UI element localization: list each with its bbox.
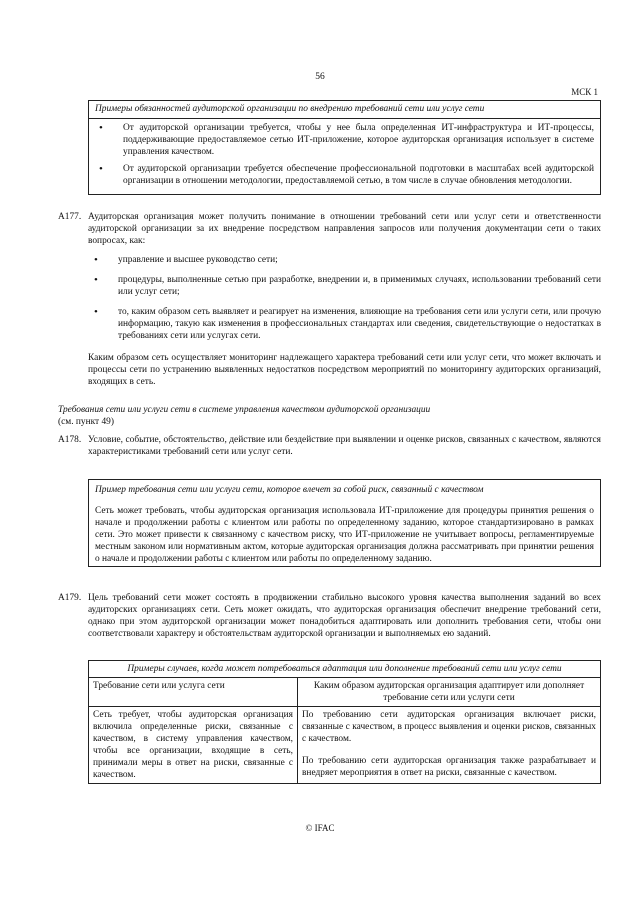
paragraph-number: А177. xyxy=(58,212,82,222)
example-box-body xyxy=(89,119,600,194)
table-title: Примеры случаев, когда может потребоваться адаптация или дополнение требований сети или услуг сети xyxy=(89,661,600,678)
example-box-title: Пример требования сети или услуги сети, которое влечет за собой риск, связанный с качеством xyxy=(95,485,484,495)
table-cell-adaptation xyxy=(298,707,600,783)
paragraph-text: Аудиторская организация может получить понимание в отношении требований сети или услуг сети и ответственности аудиторской организации за их внедрение посредством направления запросов или получения документации сети о таких вопросах, как: xyxy=(88,212,601,246)
list-item: • процедуры, выполненные сетью при разработке, внедрении и, в применимых случаях, использовании требований сети или услуг сети; xyxy=(88,274,601,298)
column-header-adaptation: Каким образом аудиторская организация адаптирует или дополняет требование сети или услуги сети xyxy=(313,681,585,703)
paragraph-a178 xyxy=(58,434,601,458)
adaptation-examples-table xyxy=(88,660,601,784)
example-box-text: Сеть может требовать, чтобы аудиторская организация использовала ИТ-приложение для процедуры принятия решения о начале и продолжении работы с клиентом или работы по определенному заданию, которое стандартизировано в рамках сети. Это может привести к связанному с качеством риску, что ИТ-приложение не учитывает вопросы, регламентируемые местным законом или нормативным актом, которые аудиторская организация должна рассматривать при принятии решения о начале и продолжении работы с клиентом или работы по определенному заданию. xyxy=(95,506,594,564)
paragraph-a177 xyxy=(58,211,601,350)
paragraph-text: Условие, событие, обстоятельство, действие или бездействие при выявлении и оценке рисков, связанных с качеством, являются характеристиками требований сети или услуг сети. xyxy=(88,435,601,457)
table-row xyxy=(89,707,600,783)
paragraph-a179 xyxy=(58,592,601,640)
example-box-list xyxy=(95,122,594,187)
table-header-row xyxy=(89,678,600,707)
list-item: • управление и высшее руководство сети; xyxy=(88,254,601,266)
example-box-network-duties xyxy=(88,100,601,195)
paragraph-number: А178. xyxy=(58,435,82,445)
paragraph-text: Цель требований сети может состоять в продвижении стабильно высокого уровня качества выполнения заданий во всех аудиторских организациях сети. Сеть может ожидать, что аудиторская организация обеспечит внедрение требований сети, однако при этом аудиторской организации может понадобиться адаптировать или дополнить требования сети, чтобы они соответствовали характеру и обстоятельствам аудиторской организации и выполняемых ею заданий. xyxy=(88,593,601,639)
example-box-quality-risk xyxy=(88,479,601,567)
page-number: 56 xyxy=(315,72,325,82)
cell-paragraph: По требованию сети аудиторская организация также разрабатывает и внедряет мероприятия в ответ на риски, связанные с качеством. xyxy=(302,756,596,778)
standard-code: МСК 1 xyxy=(571,87,598,97)
subheading-reference: (см. пункт 49) xyxy=(58,417,114,427)
cell-paragraph: По требованию сети аудиторская организация включает риски, связанные с качеством, в процесс выявления и оценки рисков, связанных с качеством. xyxy=(302,710,596,744)
list-item: • то, каким образом сеть выявляет и реагирует на изменения, влияющие на требования сети или услуги сети, или прочую информацию, такую как изменения в профессиональных стандартах или сведения, свидетельствующие о недостатках в требованиях сети или услугах сети. xyxy=(88,306,601,342)
list-item: • От аудиторской организации требуется обеспечение профессиональной подготовки в масштабах всей аудиторской организации в отношении методологии, предоставляемой сетью, в том числе в случае обновления методологии. xyxy=(95,163,594,187)
footer-copyright: © IFAC xyxy=(305,823,335,833)
subheading-title: Требования сети или услуги сети в системе управления качеством аудиторской организации xyxy=(58,405,431,415)
paragraph-number: А179. xyxy=(58,593,82,603)
table-cell-requirement: Сеть требует, чтобы аудиторская организация включила определенные риски, связанные с качеством, в систему управления качеством, чтобы все организации, входящие в сеть, принимали меры в ответ на риски, связанные с качеством. xyxy=(89,707,298,783)
paragraph-list xyxy=(88,254,601,342)
paragraph-a177-closing: Каким образом сеть осуществляет мониторинг надлежащего характера требований сети или услуг сети, что может включать и процессы сети по устранению выявленных недостатков посредством мероприятий по мониторингу аудиторских организаций, входящих в сеть. xyxy=(88,353,601,387)
list-item: • От аудиторской организации требуется, чтобы у нее была определенная ИТ-инфраструктура и ИТ-процессы, поддерживающие предоставляемое сетью ИТ-приложение, которое аудиторская организация использует в системе управления качеством. xyxy=(95,122,594,158)
section-subheading xyxy=(58,404,601,428)
column-header-requirement: Требование сети или услуга сети xyxy=(89,678,298,706)
example-box-title: Примеры обязанностей аудиторской организации по внедрению требований сети или услуг сети xyxy=(89,101,600,119)
